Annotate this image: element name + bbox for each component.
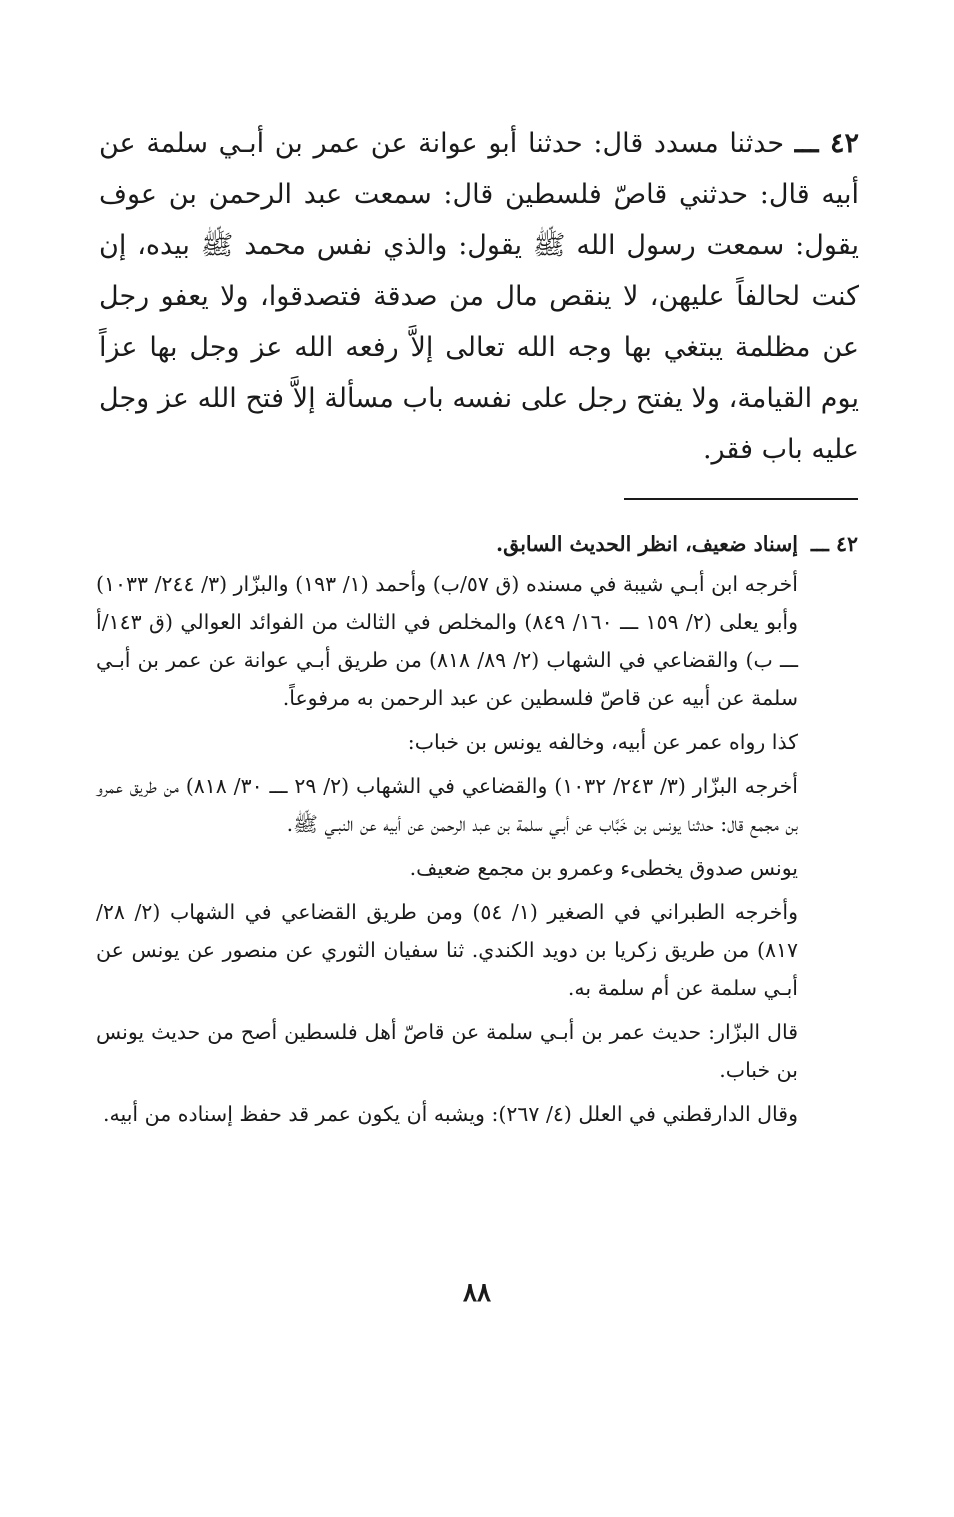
footnote-body [96, 565, 858, 1133]
footnote-paragraph: وقال الدارقطني في العلل (٤/ ٢٦٧): ويشبه أن يكون عمر قد حفظ إسناده من أبيه. [103, 1102, 798, 1126]
footnote-paragraph: أخرجه ابن أبـي شيبة في مسنده (ق ٥٧/ب) وأحمد (١/ ١٩٣) والبزّار (٣/ ٢٤٤/ ١٠٣٣) وأبو يعلى (٢/ ١٥٩ ـــ ١٦٠/ ٨٤٩) والمخلص في الثالث من الفوائد العوالي (ق ١٤٣/أ ـــ ب) والقضاعي في الشهاب (٢/ ٨٩/ ٨١٨) من طريق أبـي عوانة عن عمر بن أبـي سلمة عن أبيه عن قاصّ فلسطين عن عبد الرحمن به مرفوعاً. [96, 572, 798, 710]
hadith-paragraph: حدثنا مسدد قال: حدثنا أبو عوانة عن عمر بن أبـي سلمة عن أبيه قال: حدثني قاصّ فلسطين قال: سمعت عبد الرحمن بن عوف يقول: سمعت رسول الله ﷺ يقول: والذي نفس محمد ﷺ بيده، إن كنت لحالفاً عليهن، لا ينقص مال من صدقة فتصدقوا، ولا يعفو رجل عن مظلمة يبتغي بها وجه الله تعالى إلاَّ رفعه الله عز وجل بها عزاً يوم القيامة، ولا يفتح رجل على نفسه باب مسألة إلاَّ فتح الله عز وجل عليه باب فقر. [99, 128, 859, 465]
footnote-separator [624, 498, 858, 500]
footnote-heading-row [96, 525, 858, 563]
footnote-number: ٤٢ ـــ [810, 532, 858, 556]
page-number: ٨٨ [463, 1278, 491, 1308]
footnote-paragraph: كذا رواه عمر عن أبيه، وخالفه يونس بن خباب: [407, 730, 798, 754]
hadith-number: ٤٢ ـــ [794, 128, 859, 159]
footnote-paragraph: قال البزّار: حديث عمر بن أبـي سلمة عن قاصّ أهل فلسطين أصح من حديث يونس بن خباب. [96, 1020, 798, 1082]
footnote-paragraph: يونس صدوق يخطىء وعمرو بن مجمع ضعيف. [409, 856, 798, 880]
footnote-section [96, 525, 858, 1139]
hadith-text [99, 118, 859, 475]
footnote-paragraph: وأخرجه الطبراني في الصغير (١/ ٥٤) ومن طريق القضاعي في الشهاب (٢/ ٢٨/ ٨١٧) من طريق زكريا بن دويد الكندي. ثنا سفيان الثوري عن منصور عن يونس عن أبـي سلمة عن أم سلمة به. [96, 900, 798, 1000]
footnote-heading: إسناد ضعيف، انظر الحديث السابق. [495, 532, 798, 556]
footnote-paragraph: أخرجه البزّار (٣/ ٢٤٣/ ١٠٣٢) والقضاعي في الشهاب (٢/ ٢٩ ـــ ٣٠/ ٨١٨) من طريق عمرو بن مجمع قال: حدثنا يونس بن خَبَّاب عن أبـي سلمة بن عبد الرحمن عن أبيه عن النبـي ﷺ. [96, 774, 798, 836]
